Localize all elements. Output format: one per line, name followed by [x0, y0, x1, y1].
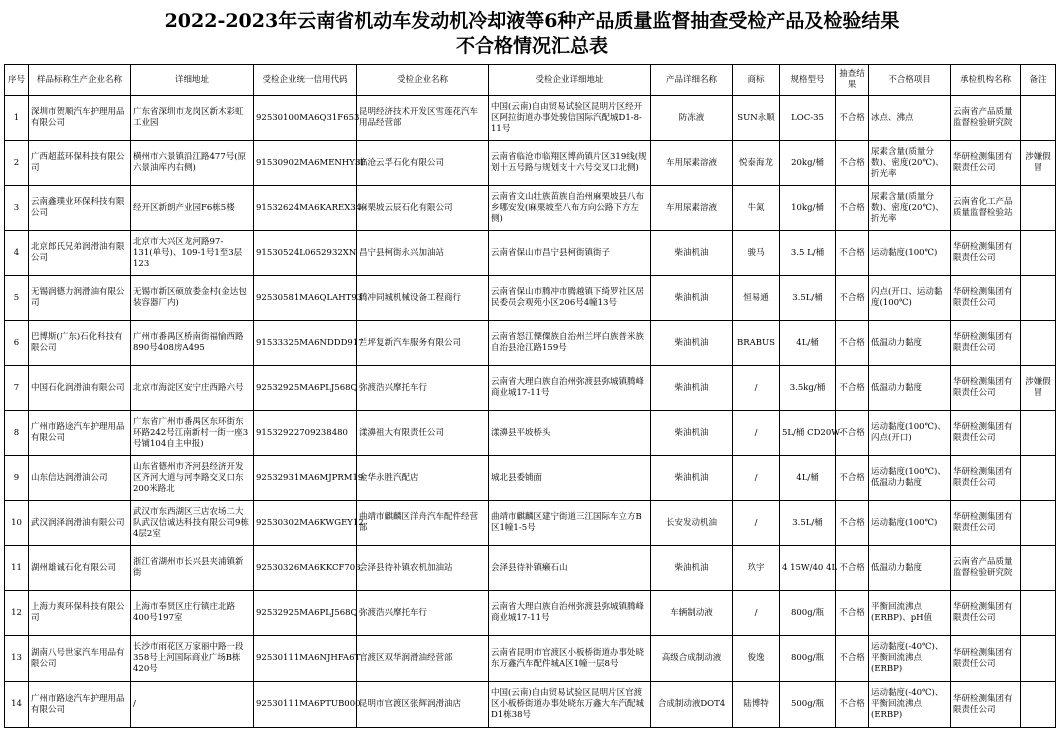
- failed-items-cell: 冰点、沸点: [869, 96, 951, 141]
- lab-cell: 华研检测集团有限责任公司: [951, 682, 1021, 728]
- failed-items-cell: 尿素含量(质量分数)、密度(20℃)、折光率: [869, 186, 951, 231]
- manufacturer-cell: 武汉润泽润滑油有限公司: [29, 501, 131, 546]
- table-row: [5, 411, 1056, 456]
- header-cell: 不合格项目: [869, 65, 951, 96]
- credit-code-cell: 92530581MA6QLAHT93: [254, 276, 357, 321]
- row-number-cell: 8: [5, 411, 29, 456]
- spec-cell: 3.5kg/桶: [780, 366, 836, 411]
- product-name-cell: 柴油机油: [651, 366, 733, 411]
- spec-cell: 10kg/桶: [780, 186, 836, 231]
- header-cell: 详细地址: [131, 65, 254, 96]
- table-row: [5, 682, 1056, 728]
- address-cell: 浙江省湖州市长兴县夹浦镇新街: [131, 546, 254, 591]
- row-number-cell: 13: [5, 636, 29, 682]
- header-cell: 受检企业统一信用代码: [254, 65, 357, 96]
- table-row: [5, 186, 1056, 231]
- result-cell: 不合格: [836, 501, 869, 546]
- note-cell: [1021, 501, 1056, 546]
- lab-cell: 华研检测集团有限责任公司: [951, 456, 1021, 501]
- spec-cell: 3.5L/桶: [780, 276, 836, 321]
- credit-code-cell: 92530100MA6Q31F653: [254, 96, 357, 141]
- manufacturer-cell: 广西超蓝环保科技有限公司: [29, 141, 131, 186]
- lab-cell: 云南省化工产品质量监督检验站: [951, 186, 1021, 231]
- brand-cell: SUN永顺: [733, 96, 780, 141]
- lab-cell: 华研检测集团有限责任公司: [951, 141, 1021, 186]
- address-cell: 山东省德州市齐河县经济开发区齐河大道与河李路交叉口东200米路北: [131, 456, 254, 501]
- failed-items-cell: 平衡回流沸点(ERBP)、pH值: [869, 591, 951, 636]
- product-name-cell: 合成制动液DOT4: [651, 682, 733, 728]
- failed-items-cell: 运动黏度(100℃)、低温动力黏度: [869, 456, 951, 501]
- result-cell: 不合格: [836, 591, 869, 636]
- note-cell: [1021, 96, 1056, 141]
- address-cell: 武汉市东西湖区三店农场二大队武汉信诚达科技有限公司9栋4层2室: [131, 501, 254, 546]
- failed-items-cell: 闪点(开口、运动黏度(100℃): [869, 276, 951, 321]
- credit-code-cell: 92530111MA6PTUB000: [254, 682, 357, 728]
- failed-items-cell: 低温动力黏度: [869, 546, 951, 591]
- row-number-cell: 3: [5, 186, 29, 231]
- header-cell: 商标: [733, 65, 780, 96]
- product-name-cell: 柴油机油: [651, 231, 733, 276]
- address-cell: 广东省广州市番禺区东环街东环路242号江南新村一街一座3号铺104自主申报): [131, 411, 254, 456]
- manufacturer-cell: 山东信达润滑油公司: [29, 456, 131, 501]
- spec-cell: LOC-35: [780, 96, 836, 141]
- brand-cell: /: [733, 501, 780, 546]
- address-cell: 广东省深圳市龙岗区新木彩虹工业园: [131, 96, 254, 141]
- result-cell: 不合格: [836, 276, 869, 321]
- credit-code-cell: 92532925MA6PLJ568Q: [254, 366, 357, 411]
- header-cell: 抽查结果: [836, 65, 869, 96]
- enterprise-name-cell: 会泽县待补镇农机加油站: [357, 546, 489, 591]
- address-cell: 经开区新朗产业园F6栋5楼: [131, 186, 254, 231]
- lab-cell: 华研检测集团有限责任公司: [951, 636, 1021, 682]
- enterprise-address-cell: 会泽县待补镇癞石山: [489, 546, 651, 591]
- spec-cell: 500g/瓶: [780, 682, 836, 728]
- lab-cell: 华研检测集团有限责任公司: [951, 366, 1021, 411]
- brand-cell: 玖宇: [733, 546, 780, 591]
- manufacturer-cell: 无锡润德力润滑油有限公司: [29, 276, 131, 321]
- result-cell: 不合格: [836, 366, 869, 411]
- table-row: [5, 456, 1056, 501]
- enterprise-name-cell: 兰坪复新汽车服务有限公司: [357, 321, 489, 366]
- note-cell: [1021, 231, 1056, 276]
- result-cell: 不合格: [836, 141, 869, 186]
- manufacturer-cell: 广州市路途汽车护理用品有限公司: [29, 682, 131, 728]
- lab-cell: 华研检测集团有限责任公司: [951, 501, 1021, 546]
- row-number-cell: 2: [5, 141, 29, 186]
- row-number-cell: 1: [5, 96, 29, 141]
- enterprise-name-cell: 弥渡浩兴摩托车行: [357, 366, 489, 411]
- page-title: 2022-2023年云南省机动车发动机冷却液等6种产品质量监督抽查受检产品及检验结果: [164, 10, 900, 32]
- product-name-cell: 防冻液: [651, 96, 733, 141]
- enterprise-address-cell: 云南省保山市腾冲市腾越镇下绮罗社区居民委员会观苑小区206号4幢13号: [489, 276, 651, 321]
- credit-code-cell: 91532624MA6KAREX34: [254, 186, 357, 231]
- product-name-cell: 柴油机油: [651, 276, 733, 321]
- lab-cell: 华研检测集团有限责任公司: [951, 231, 1021, 276]
- spec-cell: 4L/桶: [780, 456, 836, 501]
- manufacturer-cell: 广州市路途汽车护理用品有限公司: [29, 411, 131, 456]
- table-row: [5, 366, 1056, 411]
- table-row: [5, 321, 1056, 366]
- results-table: [4, 64, 1056, 728]
- credit-code-cell: 91533325MA6NDDD917: [254, 321, 357, 366]
- row-number-cell: 4: [5, 231, 29, 276]
- spec-cell: 5L/桶 CD20W-: [780, 411, 836, 456]
- note-cell: [1021, 411, 1056, 456]
- header-cell: 受检企业详细地址: [489, 65, 651, 96]
- row-number-cell: 7: [5, 366, 29, 411]
- note-cell: [1021, 636, 1056, 682]
- brand-cell: /: [733, 456, 780, 501]
- brand-cell: 悦泰海龙: [733, 141, 780, 186]
- brand-cell: 牛氮: [733, 186, 780, 231]
- enterprise-address-cell: 城北县委铺面: [489, 456, 651, 501]
- enterprise-name-cell: 漾濞祖大有限责任公司: [357, 411, 489, 456]
- row-number-cell: 5: [5, 276, 29, 321]
- manufacturer-cell: 北京郎氏兄弟润滑油有限公司: [29, 231, 131, 276]
- note-cell: [1021, 276, 1056, 321]
- table-row: [5, 231, 1056, 276]
- enterprise-name-cell: 腾冲同城机械设备工程商行: [357, 276, 489, 321]
- enterprise-address-cell: 中国(云南)自由贸易试验区昆明片区官渡区小板桥街道办事处晓东万鑫大车汽配城D1栋38号: [489, 682, 651, 728]
- row-number-cell: 6: [5, 321, 29, 366]
- brand-cell: /: [733, 591, 780, 636]
- credit-code-cell: 91530902MA6MENHY3F: [254, 141, 357, 186]
- header-cell: 产品详细名称: [651, 65, 733, 96]
- enterprise-address-cell: 曲靖市麒麟区建宁街道三江国际车立方B区1幢1-5号: [489, 501, 651, 546]
- result-cell: 不合格: [836, 186, 869, 231]
- result-cell: 不合格: [836, 96, 869, 141]
- spec-cell: 800g/瓶: [780, 591, 836, 636]
- product-name-cell: 车用尿素溶液: [651, 141, 733, 186]
- result-cell: 不合格: [836, 321, 869, 366]
- result-cell: 不合格: [836, 456, 869, 501]
- enterprise-address-cell: 云南省昆明市官渡区小板桥街道办事处晓东万鑫汽车配件城A区1幢一层8号: [489, 636, 651, 682]
- enterprise-name-cell: 昆明经济技术开发区雪莲花汽车用品经营部: [357, 96, 489, 141]
- address-cell: 横州市六景镇沿江路477号(原六景油库内右侧): [131, 141, 254, 186]
- manufacturer-cell: 上海力爽环保科技有限公司: [29, 591, 131, 636]
- spec-cell: 3.5L/桶: [780, 501, 836, 546]
- spec-cell: 4 15W/40 4L: [780, 546, 836, 591]
- note-cell: [1021, 321, 1056, 366]
- address-cell: 广州市番禺区桥南街福愉西路890号408房A495: [131, 321, 254, 366]
- enterprise-address-cell: 云南省大理白族自治州弥渡县弥城镇腾峰商业城17-11号: [489, 591, 651, 636]
- credit-code-cell: 92532925MA6PLJ568Q: [254, 591, 357, 636]
- product-name-cell: 柴油机油: [651, 456, 733, 501]
- page-subtitle: 不合格情况汇总表: [455, 35, 608, 57]
- row-number-cell: 10: [5, 501, 29, 546]
- failed-items-cell: 运动黏度(-40℃)、平衡回流沸点(ERBP): [869, 636, 951, 682]
- product-name-cell: 车用尿素溶液: [651, 186, 733, 231]
- lab-cell: 云南省产品质量监督检验研究院: [951, 546, 1021, 591]
- manufacturer-cell: 云南鑫璞业环保科技有限公司: [29, 186, 131, 231]
- brand-cell: 骏马: [733, 231, 780, 276]
- row-number-cell: 12: [5, 591, 29, 636]
- note-cell: [1021, 546, 1056, 591]
- result-cell: 不合格: [836, 636, 869, 682]
- product-name-cell: 车辆制动液: [651, 591, 733, 636]
- spec-cell: 800g/瓶: [780, 636, 836, 682]
- manufacturer-cell: 湖州雄诚石化有限公司: [29, 546, 131, 591]
- manufacturer-cell: 深圳市贺顺汽车护理用品有限公司: [29, 96, 131, 141]
- address-cell: 北京市海淀区安宁庄西路六号: [131, 366, 254, 411]
- enterprise-address-cell: 云南省文山壮族苗族自治州麻栗坡县八布乡哪安发(麻栗坡至八布方向公路下方左侧): [489, 186, 651, 231]
- address-cell: 上海市奉贤区庄行镇庄北路400号197室: [131, 591, 254, 636]
- enterprise-address-cell: 云南省大理白族自治州弥渡县弥城镇腾峰商业城17-11号: [489, 366, 651, 411]
- brand-cell: /: [733, 411, 780, 456]
- credit-code-cell: 91530524L0652932XN: [254, 231, 357, 276]
- product-name-cell: 柴油机油: [651, 411, 733, 456]
- row-number-cell: 11: [5, 546, 29, 591]
- product-name-cell: 高级合成制动液: [651, 636, 733, 682]
- enterprise-address-cell: 云南省保山市昌宁县柯街镇街子: [489, 231, 651, 276]
- address-cell: 无锡市新区硕放娄金村(金达包装容器厂内): [131, 276, 254, 321]
- brand-cell: 恒易通: [733, 276, 780, 321]
- failed-items-cell: 运动黏度(100℃): [869, 231, 951, 276]
- note-cell: [1021, 591, 1056, 636]
- header-cell: 样品标称生产企业名称: [29, 65, 131, 96]
- table-row: [5, 141, 1056, 186]
- spec-cell: 4L/桶: [780, 321, 836, 366]
- brand-cell: 陆博特: [733, 682, 780, 728]
- note-cell: [1021, 456, 1056, 501]
- enterprise-address-cell: 漾濞县平坡桥头: [489, 411, 651, 456]
- enterprise-address-cell: 中国(云南)自由贸易试验区昆明片区经开区阿拉街道办事处骏信国际汽配城D1-8-11号: [489, 96, 651, 141]
- header-cell: 序号: [5, 65, 29, 96]
- manufacturer-cell: 中国石化润滑油有限公司: [29, 366, 131, 411]
- address-cell: 北京市大兴区龙河路97-131(单号)、109-1号1至3层123: [131, 231, 254, 276]
- brand-cell: /: [733, 366, 780, 411]
- spec-cell: 3.5 L/桶: [780, 231, 836, 276]
- table-body: [5, 96, 1056, 728]
- enterprise-name-cell: 金华永胜汽配店: [357, 456, 489, 501]
- failed-items-cell: 低温动力黏度: [869, 321, 951, 366]
- result-cell: 不合格: [836, 546, 869, 591]
- table-row: [5, 276, 1056, 321]
- product-name-cell: 柴油机油: [651, 546, 733, 591]
- enterprise-name-cell: 临沧云孚石化有限公司: [357, 141, 489, 186]
- product-name-cell: 柴油机油: [651, 321, 733, 366]
- manufacturer-cell: 湖南八号世家汽车用品有限公司: [29, 636, 131, 682]
- table-row: [5, 636, 1056, 682]
- spec-cell: 20kg/桶: [780, 141, 836, 186]
- lab-cell: 华研检测集团有限责任公司: [951, 276, 1021, 321]
- header-cell: 规格型号: [780, 65, 836, 96]
- enterprise-address-cell: 云南省临沧市临翔区博尚镇片区319线(规划十五号路与规划支十六号交叉口北侧): [489, 141, 651, 186]
- note-cell: [1021, 186, 1056, 231]
- address-cell: /: [131, 682, 254, 728]
- table-row: [5, 546, 1056, 591]
- manufacturer-cell: 巴博斯(广东)石化科技有限公司: [29, 321, 131, 366]
- brand-cell: BRABUS: [733, 321, 780, 366]
- header-cell: 承检机构名称: [951, 65, 1021, 96]
- failed-items-cell: 运动黏度(100℃)、闪点(开口): [869, 411, 951, 456]
- enterprise-name-cell: 昌宁县柯街永兴加油站: [357, 231, 489, 276]
- table-row: [5, 591, 1056, 636]
- credit-code-cell: 92530302MA6KWGEY12: [254, 501, 357, 546]
- credit-code-cell: 92530326MA6KKCF703: [254, 546, 357, 591]
- credit-code-cell: 92532931MA6MJPRM19: [254, 456, 357, 501]
- product-name-cell: 长安发动机油: [651, 501, 733, 546]
- failed-items-cell: 低温动力黏度: [869, 366, 951, 411]
- enterprise-address-cell: 云南省怒江傈僳族自治州兰坪白族普米族自治县沧江路159号: [489, 321, 651, 366]
- result-cell: 不合格: [836, 411, 869, 456]
- lab-cell: 华研检测集团有限责任公司: [951, 321, 1021, 366]
- row-number-cell: 14: [5, 682, 29, 728]
- enterprise-name-cell: 弥渡浩兴摩托车行: [357, 591, 489, 636]
- credit-code-cell: 92530111MA6NJHFA6T: [254, 636, 357, 682]
- header-cell: 受检企业名称: [357, 65, 489, 96]
- lab-cell: 华研检测集团有限责任公司: [951, 591, 1021, 636]
- note-cell: 涉嫌假冒: [1021, 366, 1056, 411]
- note-cell: 涉嫌假冒: [1021, 141, 1056, 186]
- result-cell: 不合格: [836, 682, 869, 728]
- enterprise-name-cell: 昆明市官渡区张辉润滑油店: [357, 682, 489, 728]
- table-row: [5, 96, 1056, 141]
- enterprise-name-cell: 官渡区双华润滑油经营部: [357, 636, 489, 682]
- failed-items-cell: 尿素含量(质量分数)、密度(20℃)、折光率: [869, 141, 951, 186]
- failed-items-cell: 运动黏度(100℃): [869, 501, 951, 546]
- note-cell: [1021, 682, 1056, 728]
- failed-items-cell: 运动黏度(-40℃)、平衡回流沸点(ERBP): [869, 682, 951, 728]
- brand-cell: 俊逸: [733, 636, 780, 682]
- credit-code-cell: 91532922709238480: [254, 411, 357, 456]
- header-cell: 备注: [1021, 65, 1056, 96]
- table-row: [5, 501, 1056, 546]
- result-cell: 不合格: [836, 231, 869, 276]
- header-row: [5, 65, 1056, 96]
- address-cell: 长沙市雨花区万家丽中路一段358号上河国际商业广场B栋420号: [131, 636, 254, 682]
- enterprise-name-cell: 麻栗坡云辰石化有限公司: [357, 186, 489, 231]
- lab-cell: 华研检测集团有限责任公司: [951, 411, 1021, 456]
- lab-cell: 云南省产品质量监督检验研究院: [951, 96, 1021, 141]
- row-number-cell: 9: [5, 456, 29, 501]
- enterprise-name-cell: 曲靖市麒麟区洋舟汽车配件经营部: [357, 501, 489, 546]
